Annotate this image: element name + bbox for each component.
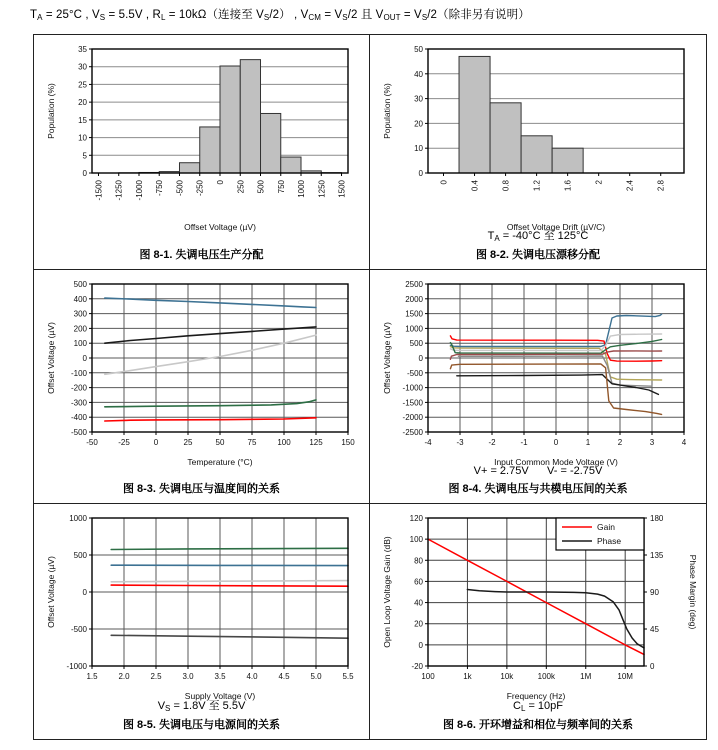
x-tick-label: -2 <box>488 437 496 447</box>
x-axis-label: Temperature (°C) <box>186 456 253 467</box>
y-tick-label: -100 <box>70 368 87 378</box>
y-tick-label: 120 <box>409 514 423 524</box>
histogram-bar <box>459 56 490 173</box>
x-tick-label: 750 <box>276 180 286 194</box>
x-tick-label: 100 <box>421 672 435 682</box>
y-tick-label: 1000 <box>405 324 423 334</box>
y-tick-label: 15 <box>77 115 87 125</box>
figure-cell-8-2 <box>370 35 706 270</box>
y-tick-label: 35 <box>77 45 87 54</box>
histogram-bar <box>199 127 219 173</box>
y-axis-label: Offset Voltage (µV) <box>382 321 392 394</box>
y-tick-label: 0 <box>418 353 423 363</box>
x-tick-label: 100 <box>276 437 291 447</box>
x-tick-label: 25 <box>183 437 192 447</box>
y-tick-label: -20 <box>411 662 423 672</box>
chart-vos-vs-supply-voltage <box>42 510 362 704</box>
figure-cell-8-6 <box>370 504 706 739</box>
y-tick-label: -400 <box>70 412 87 422</box>
y-tick-label: 500 <box>73 279 87 289</box>
x-tick-label: 5.5 <box>341 672 354 682</box>
x-tick-label: 100k <box>537 672 555 682</box>
figure-caption: 图 8-2. 失调电压漂移分配 <box>475 248 601 261</box>
x-tick-label: 2 <box>594 180 604 185</box>
figure-condition: V+ = 2.75V V- = -2.75V <box>473 465 603 478</box>
figure-grid <box>33 34 707 740</box>
y2-tick-label: 135 <box>650 551 664 561</box>
y-tick-label: 100 <box>73 338 87 348</box>
x-axis-label: Supply Voltage (V) <box>184 691 255 702</box>
chart-vos-vs-common-mode-voltage <box>378 276 698 470</box>
chart-vos-drift-distribution <box>378 41 698 235</box>
figure-cell-8-1 <box>34 35 370 270</box>
y-tick-label: 2500 <box>405 279 423 289</box>
series-unit-3 <box>111 581 348 582</box>
x-tick-label: 1.6 <box>563 180 573 192</box>
x-tick-label: 4.0 <box>245 672 258 682</box>
y-tick-label: 400 <box>73 294 87 304</box>
y-tick-label: 20 <box>414 119 423 129</box>
x-tick-label: 0 <box>553 437 559 447</box>
y-axis-label: Population (%) <box>45 83 56 139</box>
y-tick-label: 200 <box>73 324 87 334</box>
x-tick-label: 0 <box>439 180 449 185</box>
y-tick-label: -2000 <box>402 412 423 422</box>
chart-gain-phase-vs-frequency <box>378 510 698 704</box>
y-tick-label: -500 <box>70 625 87 635</box>
figure-caption: 图 8-6. 开环增益和相位与频率间的关系 <box>442 719 634 731</box>
y2-tick-label: 180 <box>650 514 664 524</box>
x-tick-label: 0.8 <box>501 180 511 192</box>
x-tick-label: 0 <box>153 437 158 447</box>
x-axis-label: Input Common Mode Voltage (V) <box>494 456 618 467</box>
y-tick-label: 60 <box>414 577 423 587</box>
x-tick-label: 250 <box>235 180 245 194</box>
series-phase <box>467 590 644 648</box>
figure-condition: $V_S = 1.8V$ 至 5.5V <box>157 700 246 713</box>
x-tick-label: 500 <box>256 180 266 194</box>
x-tick-label: -250 <box>195 180 205 197</box>
x-tick-label: 2.8 <box>656 180 666 192</box>
x-tick-label: 4 <box>681 437 687 447</box>
y-axis-label: Population (%) <box>382 83 392 139</box>
x-tick-label: 150 <box>340 437 355 447</box>
x-tick-label: 1.5 <box>85 672 98 682</box>
x-tick-label: -3 <box>456 437 464 447</box>
y-tick-label: 500 <box>409 338 423 348</box>
figure-cell-8-3 <box>34 270 370 505</box>
x-tick-label: -1 <box>520 437 528 447</box>
y-tick-label: 100 <box>409 535 423 545</box>
figure-condition: $C_L = 10pF$ <box>512 700 563 713</box>
y-tick-label: 0 <box>82 353 87 363</box>
y2-axis-label: Phase Margin (deg) <box>688 555 698 630</box>
x-tick-label: 75 <box>247 437 256 447</box>
x-axis-label: Offset Voltage (µV) <box>183 222 256 232</box>
y-tick-label: 1000 <box>68 514 87 524</box>
y-tick-label: -1000 <box>402 383 423 393</box>
x-tick-label: -50 <box>85 437 98 447</box>
x-tick-label: 50 <box>215 437 224 447</box>
y-tick-label: -1500 <box>402 398 423 408</box>
histogram-bar <box>280 157 300 173</box>
x-tick-label: 0 <box>215 180 225 185</box>
y-tick-label: 2000 <box>405 294 423 304</box>
histogram-bar <box>240 60 260 173</box>
y-tick-label: 0 <box>418 641 423 651</box>
y-tick-label: 30 <box>414 94 423 104</box>
x-tick-label: 2.5 <box>149 672 162 682</box>
x-tick-label: 3 <box>649 437 655 447</box>
legend-label: Phase <box>597 536 622 547</box>
y-tick-label: -2500 <box>402 427 423 437</box>
x-tick-label: 1k <box>463 672 472 682</box>
figure-caption: 图 8-5. 失调电压与电源间的关系 <box>122 719 281 731</box>
figure-condition: $T_A = -40^\circ C$ 至 125°C <box>487 229 589 243</box>
figure-caption: 图 8-1. 失调电压生产分配 <box>139 248 264 261</box>
series-unit-1 <box>111 549 348 550</box>
y-tick-label: 10 <box>414 144 423 154</box>
y-tick-label: 40 <box>414 69 423 79</box>
histogram-bar <box>490 103 521 173</box>
x-tick-label: 3.5 <box>213 672 226 682</box>
y-tick-label: 500 <box>73 551 87 561</box>
x-tick-label: 1.2 <box>532 180 542 192</box>
x-tick-label: 0.4 <box>470 180 480 192</box>
figure-caption: 图 8-3. 失调电压与温度间的关系 <box>122 483 281 496</box>
x-tick-label: -750 <box>154 180 164 197</box>
histogram-bar <box>260 113 280 173</box>
y-tick-label: 25 <box>77 80 87 90</box>
x-tick-label: 1250 <box>316 180 326 198</box>
y-axis-label: Open Loop Voltage Gain (dB) <box>382 536 392 649</box>
x-tick-label: -25 <box>117 437 130 447</box>
y-tick-label: -1000 <box>66 662 87 672</box>
series-unit-8 <box>457 374 659 394</box>
chart-vos-production-distribution <box>42 41 362 235</box>
y-tick-label: 1500 <box>405 309 423 319</box>
y-tick-label: 20 <box>77 98 87 108</box>
histogram-bar <box>179 163 199 173</box>
x-tick-label: 2 <box>617 437 623 447</box>
y2-tick-label: 0 <box>650 662 655 672</box>
x-tick-label: -1250 <box>114 180 124 201</box>
y-tick-label: 0 <box>418 169 423 178</box>
x-tick-label: -4 <box>424 437 432 447</box>
x-tick-label: 2.4 <box>625 179 635 192</box>
y-tick-label: 300 <box>73 309 87 319</box>
y-axis-label: Offset Voltage (µV) <box>45 321 56 394</box>
x-tick-label: 1M <box>580 672 592 682</box>
x-tick-label: -500 <box>174 180 184 197</box>
y-tick-label: -500 <box>406 368 423 378</box>
x-tick-label: -1500 <box>93 180 103 201</box>
test-conditions-header: $T_A = 25^\circ C$ , $V_S = 5.5V$ , $R_L = 10k\Omega$（连接至 $V_S/2$） , $V_{CM} = V_S/2$ 且 $V_{OUT} = V_S/2$（除非另有说明） <box>30 9 530 22</box>
y-tick-label: -500 <box>70 427 87 437</box>
x-axis-label: Offset Voltage Drift (µV/C) <box>506 222 606 232</box>
y-tick-label: 20 <box>414 620 423 630</box>
y-tick-label: 0 <box>82 169 87 178</box>
x-tick-label: 10k <box>500 672 514 682</box>
y2-tick-label: 45 <box>650 625 659 635</box>
y-tick-label: -300 <box>70 398 87 408</box>
y-tick-label: 50 <box>414 45 423 54</box>
y-tick-label: 0 <box>82 588 87 598</box>
histogram-bar <box>220 66 240 173</box>
y2-tick-label: 90 <box>650 588 659 598</box>
x-tick-label: 1 <box>585 437 591 447</box>
histogram-bar <box>552 148 583 173</box>
series-unit-5 <box>111 636 348 639</box>
y-axis-label: Offset Voltage (µV) <box>45 556 56 629</box>
histogram-bar <box>521 136 552 173</box>
x-tick-label: 4.5 <box>277 672 290 682</box>
series-gain <box>428 539 644 654</box>
figure-cell-8-5 <box>34 504 370 739</box>
x-tick-label: -1000 <box>134 180 144 201</box>
y-tick-label: 30 <box>77 62 87 72</box>
chart-vos-vs-temperature <box>42 276 362 470</box>
series-unit-4 <box>111 585 348 586</box>
x-tick-label: 1000 <box>296 180 306 198</box>
figure-cell-8-4 <box>370 270 706 505</box>
y-tick-label: 40 <box>414 598 423 608</box>
y-tick-label: 10 <box>77 133 87 143</box>
y-tick-label: 80 <box>414 556 423 566</box>
y-tick-label: 5 <box>82 151 87 161</box>
x-tick-label: 10M <box>617 672 633 682</box>
x-tick-label: 2.0 <box>117 672 130 682</box>
legend-label: Gain <box>597 522 615 533</box>
x-tick-label: 125 <box>308 437 323 447</box>
x-tick-label: 3.0 <box>181 672 194 682</box>
x-tick-label: 5.0 <box>309 672 322 682</box>
figure-caption: 图 8-4. 失调电压与共模电压间的关系 <box>448 483 628 496</box>
x-axis-label: Frequency (Hz) <box>506 691 566 702</box>
x-tick-label: 1500 <box>337 180 347 198</box>
y-tick-label: -200 <box>70 383 87 393</box>
